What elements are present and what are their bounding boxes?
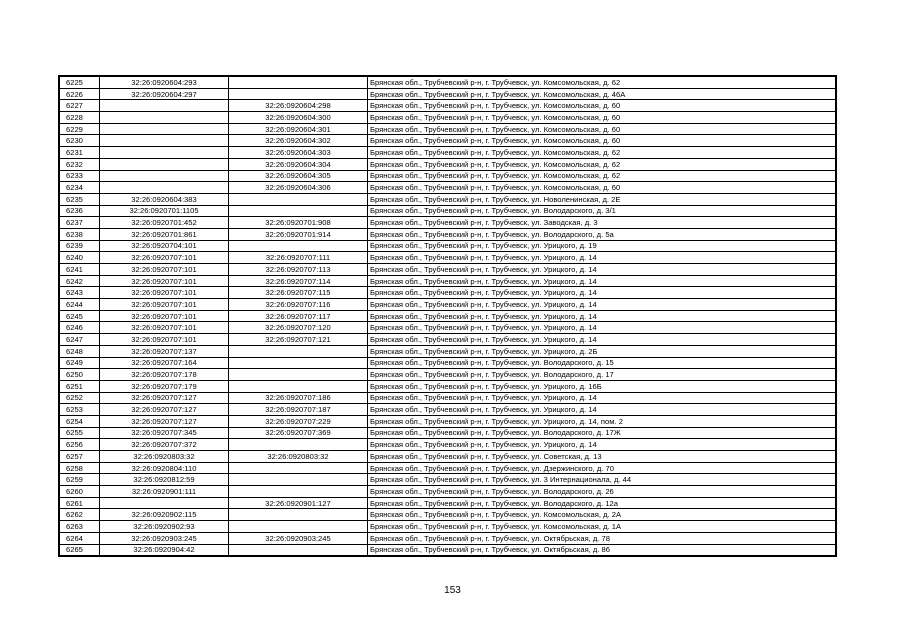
cell-address: Брянская обл., Трубчевский р-н, г. Трубчевск, ул. Урицкого, д. 16Б bbox=[368, 380, 836, 392]
cell-building-cadastral-number bbox=[229, 240, 368, 252]
cell-row-number: 6227 bbox=[60, 100, 100, 112]
cell-land-cadastral-number: 32:26:0920604:293 bbox=[100, 77, 229, 89]
table-row bbox=[60, 404, 836, 416]
cell-address: Брянская обл., Трубчевский р-н, г. Трубчевск, ул. Урицкого, д. 14 bbox=[368, 299, 836, 311]
cell-land-cadastral-number: 32:26:0920707:127 bbox=[100, 415, 229, 427]
page-number: 153 bbox=[444, 585, 461, 596]
cell-row-number: 6228 bbox=[60, 112, 100, 124]
table-row bbox=[60, 240, 836, 252]
cell-building-cadastral-number: 32:26:0920707:120 bbox=[229, 322, 368, 334]
cell-building-cadastral-number bbox=[229, 88, 368, 100]
cell-land-cadastral-number: 32:26:0920707:137 bbox=[100, 345, 229, 357]
table-row bbox=[60, 509, 836, 521]
cell-land-cadastral-number: 32:26:0920707:372 bbox=[100, 439, 229, 451]
cell-address: Брянская обл., Трубчевский р-н, г. Трубчевск, ул. Комсомольская, д. 2А bbox=[368, 509, 836, 521]
cell-row-number: 6237 bbox=[60, 217, 100, 229]
cell-building-cadastral-number bbox=[229, 521, 368, 533]
cell-row-number: 6238 bbox=[60, 228, 100, 240]
cell-row-number: 6255 bbox=[60, 427, 100, 439]
cell-building-cadastral-number bbox=[229, 193, 368, 205]
cell-address: Брянская обл., Трубчевский р-н, г. Трубчевск, ул. Комсомольская, д. 62 bbox=[368, 77, 836, 89]
cell-land-cadastral-number: 32:26:0920707:101 bbox=[100, 252, 229, 264]
cell-row-number: 6242 bbox=[60, 275, 100, 287]
cell-address: Брянская обл., Трубчевский р-н, г. Трубчевск, ул. Урицкого, д. 14 bbox=[368, 252, 836, 264]
cell-address: Брянская обл., Трубчевский р-н, г. Трубчевск, ул. Урицкого, д. 19 bbox=[368, 240, 836, 252]
cell-building-cadastral-number: 32:26:0920903:245 bbox=[229, 532, 368, 544]
table-row bbox=[60, 322, 836, 334]
cell-row-number: 6243 bbox=[60, 287, 100, 299]
cell-address: Брянская обл., Трубчевский р-н, г. Трубчевск, ул. Урицкого, д. 14 bbox=[368, 275, 836, 287]
table-row bbox=[60, 369, 836, 381]
cell-building-cadastral-number bbox=[229, 439, 368, 451]
table-row bbox=[60, 158, 836, 170]
cell-land-cadastral-number: 32:26:0920707:101 bbox=[100, 275, 229, 287]
cell-building-cadastral-number bbox=[229, 509, 368, 521]
cell-address: Брянская обл., Трубчевский р-н, г. Трубчевск, ул. 3 Интернационала, д. 44 bbox=[368, 474, 836, 486]
cell-building-cadastral-number: 32:26:0920701:914 bbox=[229, 228, 368, 240]
cell-building-cadastral-number: 32:26:0920707:369 bbox=[229, 427, 368, 439]
cell-building-cadastral-number bbox=[229, 486, 368, 498]
table-row bbox=[60, 275, 836, 287]
table-row bbox=[60, 182, 836, 194]
table-row bbox=[60, 497, 836, 509]
cell-row-number: 6257 bbox=[60, 451, 100, 463]
cell-row-number: 6253 bbox=[60, 404, 100, 416]
cell-building-cadastral-number bbox=[229, 474, 368, 486]
cell-land-cadastral-number: 32:26:0920707:101 bbox=[100, 334, 229, 346]
cell-land-cadastral-number bbox=[100, 123, 229, 135]
cell-building-cadastral-number: 32:26:0920901:127 bbox=[229, 497, 368, 509]
cell-row-number: 6234 bbox=[60, 182, 100, 194]
table-row bbox=[60, 264, 836, 276]
cell-land-cadastral-number: 32:26:0920704:101 bbox=[100, 240, 229, 252]
cell-row-number: 6263 bbox=[60, 521, 100, 533]
cell-land-cadastral-number: 32:26:0920707:101 bbox=[100, 322, 229, 334]
cell-row-number: 6249 bbox=[60, 357, 100, 369]
cell-address: Брянская обл., Трубчевский р-н, г. Трубчевск, ул. Комсомольская, д. 60 bbox=[368, 100, 836, 112]
cell-building-cadastral-number bbox=[229, 462, 368, 474]
cell-address: Брянская обл., Трубчевский р-н, г. Трубчевск, ул. Комсомольская, д. 62 bbox=[368, 170, 836, 182]
cell-building-cadastral-number: 32:26:0920701:908 bbox=[229, 217, 368, 229]
cell-building-cadastral-number: 32:26:0920803:32 bbox=[229, 451, 368, 463]
cell-land-cadastral-number: 32:26:0920707:101 bbox=[100, 299, 229, 311]
cell-row-number: 6246 bbox=[60, 322, 100, 334]
table-row bbox=[60, 205, 836, 217]
table-row bbox=[60, 439, 836, 451]
table-row bbox=[60, 380, 836, 392]
cell-address: Брянская обл., Трубчевский р-н, г. Трубчевск, ул. Урицкого, д. 14 bbox=[368, 322, 836, 334]
table-row bbox=[60, 486, 836, 498]
cell-land-cadastral-number bbox=[100, 100, 229, 112]
cell-row-number: 6248 bbox=[60, 345, 100, 357]
cell-building-cadastral-number: 32:26:0920707:113 bbox=[229, 264, 368, 276]
cell-building-cadastral-number: 32:26:0920707:116 bbox=[229, 299, 368, 311]
cell-building-cadastral-number: 32:26:0920707:229 bbox=[229, 415, 368, 427]
cell-land-cadastral-number: 32:26:0920707:101 bbox=[100, 264, 229, 276]
cell-address: Брянская обл., Трубчевский р-н, г. Трубчевск, ул. Володарского, д. 17Ж bbox=[368, 427, 836, 439]
table-row bbox=[60, 357, 836, 369]
table-row bbox=[60, 310, 836, 322]
cell-address: Брянская обл., Трубчевский р-н, г. Трубчевск, ул. Комсомольская, д. 60 bbox=[368, 123, 836, 135]
cell-row-number: 6254 bbox=[60, 415, 100, 427]
cell-land-cadastral-number: 32:26:0920707:101 bbox=[100, 310, 229, 322]
table-row bbox=[60, 521, 836, 533]
cell-address: Брянская обл., Трубчевский р-н, г. Трубчевск, ул. Володарского, д. 5а bbox=[368, 228, 836, 240]
cell-land-cadastral-number: 32:26:0920707:178 bbox=[100, 369, 229, 381]
table-row bbox=[60, 474, 836, 486]
cell-building-cadastral-number: 32:26:0920707:121 bbox=[229, 334, 368, 346]
table-row bbox=[60, 217, 836, 229]
cell-land-cadastral-number bbox=[100, 112, 229, 124]
cell-row-number: 6233 bbox=[60, 170, 100, 182]
table-row bbox=[60, 334, 836, 346]
cell-building-cadastral-number: 32:26:0920707:111 bbox=[229, 252, 368, 264]
cell-address: Брянская обл., Трубчевский р-н, г. Трубчевск, ул. Урицкого, д. 14 bbox=[368, 310, 836, 322]
cell-row-number: 6232 bbox=[60, 158, 100, 170]
table-row bbox=[60, 100, 836, 112]
cell-row-number: 6258 bbox=[60, 462, 100, 474]
cell-address: Брянская обл., Трубчевский р-н, г. Трубчевск, ул. Володарского, д. 3/1 bbox=[368, 205, 836, 217]
cell-address: Брянская обл., Трубчевский р-н, г. Трубчевск, ул. Урицкого, д. 14 bbox=[368, 439, 836, 451]
cell-land-cadastral-number: 32:26:0920903:245 bbox=[100, 532, 229, 544]
cell-land-cadastral-number bbox=[100, 135, 229, 147]
table-row bbox=[60, 415, 836, 427]
cell-row-number: 6260 bbox=[60, 486, 100, 498]
cell-row-number: 6247 bbox=[60, 334, 100, 346]
cell-building-cadastral-number: 32:26:0920604:300 bbox=[229, 112, 368, 124]
cell-row-number: 6261 bbox=[60, 497, 100, 509]
cell-land-cadastral-number: 32:26:0920812:59 bbox=[100, 474, 229, 486]
registry-table-body bbox=[60, 77, 836, 556]
cell-land-cadastral-number: 32:26:0920701:1105 bbox=[100, 205, 229, 217]
cell-row-number: 6265 bbox=[60, 544, 100, 556]
cell-building-cadastral-number: 32:26:0920604:303 bbox=[229, 147, 368, 159]
table-row bbox=[60, 112, 836, 124]
cell-address: Брянская обл., Трубчевский р-н, г. Трубчевск, ул. Урицкого, д. 14, пом. 2 bbox=[368, 415, 836, 427]
cell-row-number: 6235 bbox=[60, 193, 100, 205]
table-row bbox=[60, 544, 836, 556]
cell-row-number: 6262 bbox=[60, 509, 100, 521]
cell-land-cadastral-number: 32:26:0920701:861 bbox=[100, 228, 229, 240]
cell-building-cadastral-number bbox=[229, 345, 368, 357]
cell-land-cadastral-number bbox=[100, 497, 229, 509]
table-row bbox=[60, 88, 836, 100]
cell-building-cadastral-number bbox=[229, 544, 368, 556]
cell-building-cadastral-number: 32:26:0920604:302 bbox=[229, 135, 368, 147]
cell-building-cadastral-number: 32:26:0920604:305 bbox=[229, 170, 368, 182]
cell-row-number: 6256 bbox=[60, 439, 100, 451]
table-row bbox=[60, 123, 836, 135]
cell-building-cadastral-number: 32:26:0920707:117 bbox=[229, 310, 368, 322]
cell-land-cadastral-number: 32:26:0920902:93 bbox=[100, 521, 229, 533]
cell-row-number: 6252 bbox=[60, 392, 100, 404]
cell-address: Брянская обл., Трубчевский р-н, г. Трубчевск, ул. Комсомольская, д. 60 bbox=[368, 182, 836, 194]
cell-row-number: 6239 bbox=[60, 240, 100, 252]
cell-building-cadastral-number bbox=[229, 380, 368, 392]
table-row bbox=[60, 345, 836, 357]
cell-land-cadastral-number: 32:26:0920901:111 bbox=[100, 486, 229, 498]
cell-address: Брянская обл., Трубчевский р-н, г. Трубчевск, ул. Урицкого, д. 14 bbox=[368, 264, 836, 276]
table-row bbox=[60, 147, 836, 159]
cell-address: Брянская обл., Трубчевский р-н, г. Трубчевск, ул. Комсомольская, д. 62 bbox=[368, 158, 836, 170]
cell-address: Брянская обл., Трубчевский р-н, г. Трубчевск, ул. Урицкого, д. 2Б bbox=[368, 345, 836, 357]
cell-land-cadastral-number: 32:26:0920701:452 bbox=[100, 217, 229, 229]
cell-land-cadastral-number bbox=[100, 158, 229, 170]
cell-land-cadastral-number: 32:26:0920604:383 bbox=[100, 193, 229, 205]
cell-address: Брянская обл., Трубчевский р-н, г. Трубчевск, ул. Комсомольская, д. 1А bbox=[368, 521, 836, 533]
cell-land-cadastral-number bbox=[100, 182, 229, 194]
table-row bbox=[60, 252, 836, 264]
table-row bbox=[60, 427, 836, 439]
table-row bbox=[60, 299, 836, 311]
cell-land-cadastral-number: 32:26:0920904:42 bbox=[100, 544, 229, 556]
registry-table bbox=[59, 76, 836, 556]
cell-row-number: 6245 bbox=[60, 310, 100, 322]
table-row bbox=[60, 287, 836, 299]
cell-row-number: 6251 bbox=[60, 380, 100, 392]
cell-land-cadastral-number bbox=[100, 147, 229, 159]
cell-row-number: 6244 bbox=[60, 299, 100, 311]
cell-building-cadastral-number: 32:26:0920707:115 bbox=[229, 287, 368, 299]
cell-address: Брянская обл., Трубчевский р-н, г. Трубчевск, ул. Заводская, д. 3 bbox=[368, 217, 836, 229]
cell-row-number: 6250 bbox=[60, 369, 100, 381]
cell-row-number: 6264 bbox=[60, 532, 100, 544]
cell-address: Брянская обл., Трубчевский р-н, г. Трубчевск, ул. Дзержинского, д. 70 bbox=[368, 462, 836, 474]
cell-row-number: 6240 bbox=[60, 252, 100, 264]
cell-address: Брянская обл., Трубчевский р-н, г. Трубчевск, ул. Урицкого, д. 14 bbox=[368, 404, 836, 416]
table-row bbox=[60, 135, 836, 147]
cell-land-cadastral-number: 32:26:0920803:32 bbox=[100, 451, 229, 463]
cell-row-number: 6259 bbox=[60, 474, 100, 486]
cell-land-cadastral-number: 32:26:0920902:115 bbox=[100, 509, 229, 521]
cell-address: Брянская обл., Трубчевский р-н, г. Трубчевск, ул. Октябрьская, д. 78 bbox=[368, 532, 836, 544]
cell-building-cadastral-number bbox=[229, 205, 368, 217]
cell-building-cadastral-number: 32:26:0920707:114 bbox=[229, 275, 368, 287]
cell-land-cadastral-number bbox=[100, 170, 229, 182]
cell-address: Брянская обл., Трубчевский р-н, г. Трубчевск, ул. Урицкого, д. 14 bbox=[368, 287, 836, 299]
cell-row-number: 6226 bbox=[60, 88, 100, 100]
cell-address: Брянская обл., Трубчевский р-н, г. Трубчевск, ул. Комсомольская, д. 60 bbox=[368, 112, 836, 124]
cell-building-cadastral-number: 32:26:0920604:298 bbox=[229, 100, 368, 112]
cell-building-cadastral-number: 32:26:0920707:187 bbox=[229, 404, 368, 416]
cell-land-cadastral-number: 32:26:0920707:164 bbox=[100, 357, 229, 369]
cell-row-number: 6231 bbox=[60, 147, 100, 159]
table-row bbox=[60, 77, 836, 89]
cell-land-cadastral-number: 32:26:0920707:127 bbox=[100, 392, 229, 404]
table-row bbox=[60, 532, 836, 544]
cell-land-cadastral-number: 32:26:0920707:179 bbox=[100, 380, 229, 392]
cell-address: Брянская обл., Трубчевский р-н, г. Трубчевск, ул. Комсомольская, д. 62 bbox=[368, 147, 836, 159]
cell-building-cadastral-number bbox=[229, 77, 368, 89]
cell-row-number: 6236 bbox=[60, 205, 100, 217]
cell-land-cadastral-number: 32:26:0920804:110 bbox=[100, 462, 229, 474]
cell-land-cadastral-number: 32:26:0920707:127 bbox=[100, 404, 229, 416]
cell-address: Брянская обл., Трубчевский р-н, г. Трубчевск, ул. Комсомольская, д. 60 bbox=[368, 135, 836, 147]
table-row bbox=[60, 392, 836, 404]
table-row bbox=[60, 193, 836, 205]
cell-address: Брянская обл., Трубчевский р-н, г. Трубчевск, ул. Володарского, д. 12а bbox=[368, 497, 836, 509]
cell-building-cadastral-number: 32:26:0920604:306 bbox=[229, 182, 368, 194]
cell-row-number: 6229 bbox=[60, 123, 100, 135]
cell-land-cadastral-number: 32:26:0920707:101 bbox=[100, 287, 229, 299]
cell-row-number: 6241 bbox=[60, 264, 100, 276]
cell-building-cadastral-number: 32:26:0920604:301 bbox=[229, 123, 368, 135]
table-row bbox=[60, 451, 836, 463]
cell-address: Брянская обл., Трубчевский р-н, г. Трубчевск, ул. Володарского, д. 17 bbox=[368, 369, 836, 381]
cell-address: Брянская обл., Трубчевский р-н, г. Трубчевск, ул. Урицкого, д. 14 bbox=[368, 392, 836, 404]
cell-address: Брянская обл., Трубчевский р-н, г. Трубчевск, ул. Урицкого, д. 14 bbox=[368, 334, 836, 346]
cell-land-cadastral-number: 32:26:0920707:345 bbox=[100, 427, 229, 439]
cell-address: Брянская обл., Трубчевский р-н, г. Трубчевск, ул. Советская, д. 13 bbox=[368, 451, 836, 463]
cell-address: Брянская обл., Трубчевский р-н, г. Трубчевск, ул. Володарского, д. 26 bbox=[368, 486, 836, 498]
cell-row-number: 6225 bbox=[60, 77, 100, 89]
table-row bbox=[60, 228, 836, 240]
cell-address: Брянская обл., Трубчевский р-н, г. Трубчевск, ул. Новоленинская, д. 2Е bbox=[368, 193, 836, 205]
table-row bbox=[60, 462, 836, 474]
table-row bbox=[60, 170, 836, 182]
cell-building-cadastral-number: 32:26:0920604:304 bbox=[229, 158, 368, 170]
cell-row-number: 6230 bbox=[60, 135, 100, 147]
cell-address: Брянская обл., Трубчевский р-н, г. Трубчевск, ул. Володарского, д. 15 bbox=[368, 357, 836, 369]
cell-building-cadastral-number bbox=[229, 369, 368, 381]
cell-address: Брянская обл., Трубчевский р-н, г. Трубчевск, ул. Комсомольская, д. 46А bbox=[368, 88, 836, 100]
cell-land-cadastral-number: 32:26:0920604:297 bbox=[100, 88, 229, 100]
cell-building-cadastral-number bbox=[229, 357, 368, 369]
cell-building-cadastral-number: 32:26:0920707:186 bbox=[229, 392, 368, 404]
cell-address: Брянская обл., Трубчевский р-н, г. Трубчевск, ул. Октябрьская, д. 86 bbox=[368, 544, 836, 556]
